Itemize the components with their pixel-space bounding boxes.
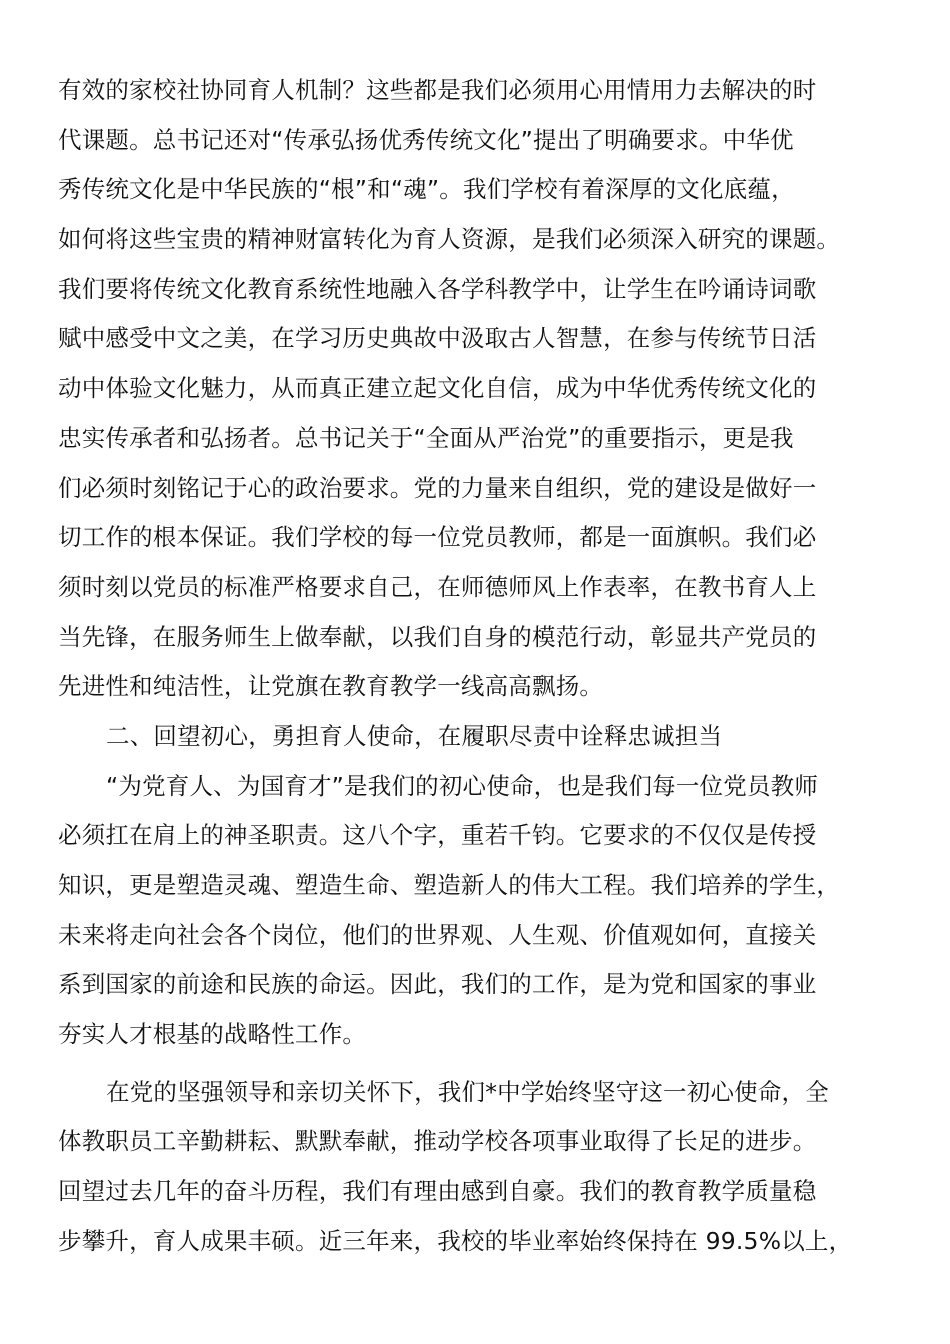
text-line: 如何将这些宝贵的精神财富转化为育人资源，是我们必须深入研究的课题。	[58, 225, 841, 254]
text-line: 切工作的根本保证。我们学校的每一位党员教师，都是一面旗帜。我们必	[58, 523, 817, 552]
text-line: 我们要将传统文化教育系统性地融入各学科教学中，让学生在吟诵诗词歌	[58, 274, 817, 303]
text-line: 回望过去几年的奋斗历程，我们有理由感到自豪。我们的教育教学质量稳	[58, 1177, 817, 1206]
text-line: 当先锋，在服务师生上做奉献，以我们自身的模范行动，彰显共产党员的	[58, 622, 817, 651]
text-line: 夯实人才根基的战略性工作。	[58, 1020, 367, 1049]
text-line: 们必须时刻铭记于心的政治要求。党的力量来自组织，党的建设是做好一	[58, 473, 817, 502]
text-line: 必须扛在肩上的神圣职责。这八个字，重若千钧。它要求的不仅仅是传授	[58, 821, 817, 850]
document-page	[58, 72, 898, 1273]
section-heading	[58, 718, 898, 768]
text-line: 先进性和纯洁性，让党旗在教育教学一线高高飘扬。	[58, 672, 604, 701]
text-line: 秀传统文化是中华民族的“根”和“魂”。我们学校有着深厚的文化底蕴，	[58, 175, 795, 204]
text-line: 有效的家校社协同育人机制？这些都是我们必须用心用情用力去解决的时	[58, 76, 817, 104]
text-line: 动中体验文化魅力，从而真正建立起文化自信，成为中华优秀传统文化的	[58, 374, 817, 403]
section-heading-text: 二、回望初心，勇担育人使命，在履职尽责中诠释忠诚担当	[106, 721, 723, 750]
text-line: 未来将走向社会各个岗位，他们的世界观、人生观、价值观如何，直接关	[58, 920, 817, 949]
text-line: 赋中感受中文之美，在学习历史典故中汲取古人智慧，在参与传统节日活	[58, 324, 817, 353]
text-line: 步攀升，育人成果丰硕。近三年来，我校的毕业率始终保持在 99.5%以上，	[58, 1226, 853, 1255]
text-line: 须时刻以党员的标准严格要求自己，在师德师风上作表率，在教书育人上	[58, 572, 817, 601]
text-line: 代课题。总书记还对“传承弘扬优秀传统文化”提出了明确要求。中华优	[58, 125, 794, 154]
text-line: 体教职员工辛勤耕耘、默默奉献，推动学校各项事业取得了长足的进步。	[58, 1127, 817, 1156]
paragraph	[58, 768, 898, 1066]
text-line: 在党的坚强领导和亲切关怀下，我们*中学始终坚守这一初心使命，全	[106, 1077, 829, 1106]
paragraph-continuation	[58, 72, 898, 718]
text-line: 忠实传承者和弘扬者。总书记关于“全面从严治党”的重要指示，更是我	[58, 423, 794, 452]
paragraph	[58, 1074, 898, 1273]
text-line: 系到国家的前途和民族的命运。因此，我们的工作，是为党和国家的事业	[58, 970, 817, 999]
text-line: 知识，更是塑造灵魂、塑造生命、塑造新人的伟大工程。我们培养的学生，	[58, 871, 841, 899]
text-line: “为党育人、为国育才”是我们的初心使命，也是我们每一位党员教师	[106, 771, 819, 800]
